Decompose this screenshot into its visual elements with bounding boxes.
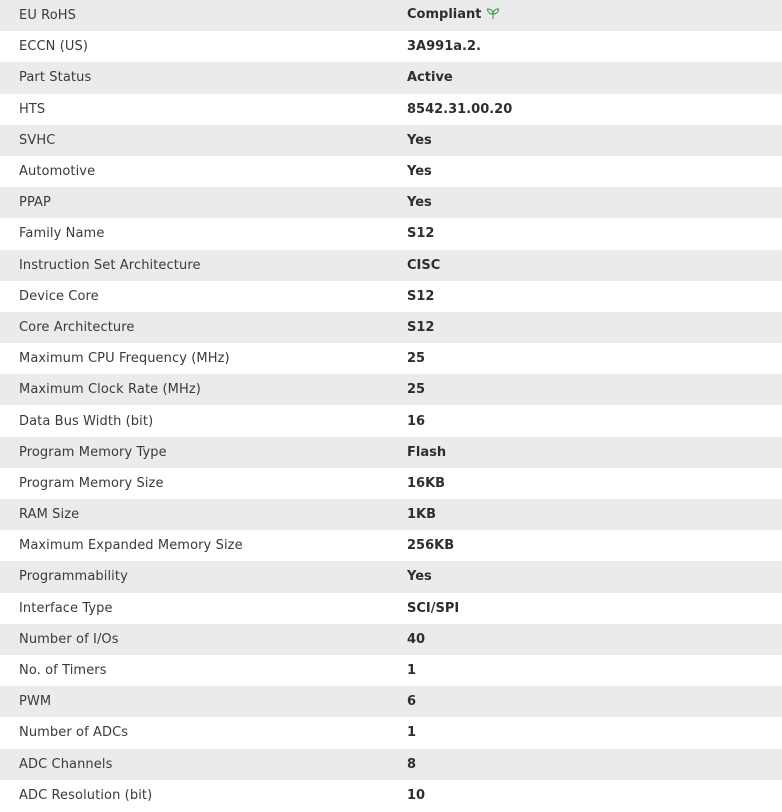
spec-value-cell [407, 655, 782, 686]
spec-value: 1 [407, 663, 417, 679]
spec-value: 8542.31.00.20 [407, 101, 513, 117]
spec-label: Programmability [19, 569, 128, 585]
spec-row [0, 218, 782, 249]
spec-row [0, 655, 782, 686]
spec-value-cell [407, 405, 782, 436]
spec-value-cell [407, 593, 782, 624]
spec-value-cell [407, 499, 782, 530]
spec-value: 8 [407, 756, 417, 772]
spec-row [0, 499, 782, 530]
spec-label: ECCN (US) [19, 39, 89, 55]
spec-row [0, 374, 782, 405]
spec-value: 16 [407, 413, 426, 429]
spec-label: Program Memory Size [19, 475, 164, 491]
spec-value-cell [407, 686, 782, 717]
spec-value-cell [407, 187, 782, 218]
spec-value: S12 [407, 319, 435, 335]
spec-label: Family Name [19, 226, 105, 242]
spec-value: 256KB [407, 538, 455, 554]
spec-row [0, 312, 782, 343]
spec-row [0, 561, 782, 592]
spec-value-cell [407, 312, 782, 343]
spec-row [0, 0, 782, 31]
spec-value-cell [407, 343, 782, 374]
spec-label: PPAP [19, 195, 51, 211]
spec-label: EU RoHS [19, 8, 76, 24]
spec-value-cell [407, 468, 782, 499]
spec-row [0, 94, 782, 125]
spec-value-cell [407, 374, 782, 405]
spec-row [0, 187, 782, 218]
spec-label: No. of Timers [19, 663, 107, 679]
spec-value: Active [407, 70, 453, 86]
spec-value-cell [407, 218, 782, 249]
spec-row [0, 780, 782, 811]
spec-value-cell [407, 281, 782, 312]
spec-value: 3A991a.2. [407, 39, 481, 55]
spec-label: Maximum CPU Frequency (MHz) [19, 351, 230, 367]
spec-row [0, 624, 782, 655]
spec-value-cell [407, 437, 782, 468]
spec-value: Yes [407, 132, 432, 148]
spec-label: Number of I/Os [19, 631, 119, 647]
spec-label: Maximum Expanded Memory Size [19, 538, 243, 554]
spec-value-cell [407, 749, 782, 780]
spec-value: 25 [407, 351, 426, 367]
spec-row [0, 749, 782, 780]
spec-value-cell [407, 125, 782, 156]
spec-value-cell [407, 0, 782, 31]
spec-label: Device Core [19, 288, 99, 304]
spec-value: 1 [407, 725, 417, 741]
spec-value: CISC [407, 257, 441, 273]
spec-value: 10 [407, 787, 426, 803]
spec-value-cell [407, 62, 782, 93]
spec-label: Program Memory Type [19, 444, 167, 460]
spec-value-cell [407, 624, 782, 655]
spec-value: Yes [407, 569, 432, 585]
spec-row [0, 281, 782, 312]
spec-row [0, 125, 782, 156]
spec-label: ADC Resolution (bit) [19, 787, 153, 803]
spec-value-cell [407, 94, 782, 125]
spec-row [0, 468, 782, 499]
spec-label: Maximum Clock Rate (MHz) [19, 382, 201, 398]
leaf-icon [486, 7, 500, 24]
spec-value: S12 [407, 226, 435, 242]
spec-label: Data Bus Width (bit) [19, 413, 154, 429]
spec-label: Part Status [19, 70, 92, 86]
spec-value: Yes [407, 195, 432, 211]
spec-value: 16KB [407, 475, 446, 491]
spec-value-cell [407, 250, 782, 281]
spec-label: PWM [19, 694, 52, 710]
spec-label: RAM Size [19, 507, 80, 523]
spec-value: 25 [407, 382, 426, 398]
spec-value: Yes [407, 164, 432, 180]
spec-row [0, 530, 782, 561]
spec-value: 40 [407, 631, 426, 647]
spec-label: Number of ADCs [19, 725, 129, 741]
spec-row [0, 250, 782, 281]
spec-value: 1KB [407, 507, 437, 523]
spec-row [0, 717, 782, 748]
spec-value: Flash [407, 444, 447, 460]
spec-row [0, 405, 782, 436]
spec-row [0, 156, 782, 187]
spec-label: Interface Type [19, 600, 113, 616]
spec-label: Automotive [19, 164, 96, 180]
spec-value-cell [407, 780, 782, 811]
spec-value-cell [407, 561, 782, 592]
spec-row [0, 686, 782, 717]
spec-label: HTS [19, 101, 46, 117]
spec-label: Core Architecture [19, 319, 135, 335]
spec-row [0, 62, 782, 93]
spec-row [0, 437, 782, 468]
spec-value: Compliant [407, 7, 482, 23]
spec-label: ADC Channels [19, 756, 113, 772]
spec-value: 6 [407, 694, 417, 710]
spec-row [0, 343, 782, 374]
spec-row [0, 31, 782, 62]
spec-value-cell [407, 717, 782, 748]
spec-row [0, 593, 782, 624]
spec-value-cell [407, 31, 782, 62]
spec-value-cell [407, 530, 782, 561]
spec-label: SVHC [19, 132, 56, 148]
spec-value: S12 [407, 288, 435, 304]
spec-value-cell [407, 156, 782, 187]
spec-label: Instruction Set Architecture [19, 257, 201, 273]
spec-value: SCI/SPI [407, 600, 460, 616]
